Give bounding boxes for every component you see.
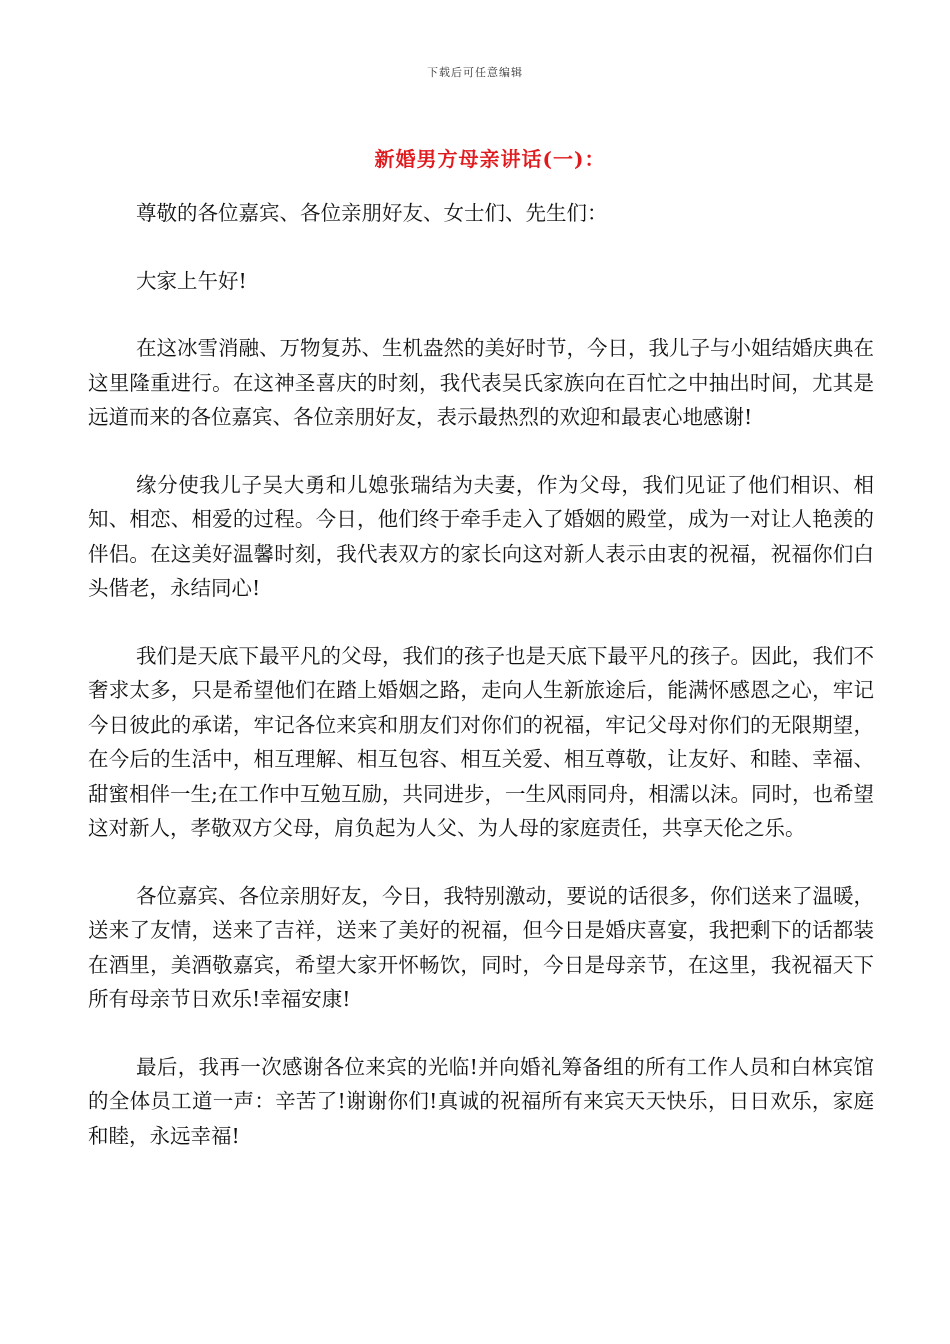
paragraph-greeting: 大家上午好! [136,268,247,293]
document-body [88,196,874,1186]
paragraph-toast: 各位嘉宾、各位亲朋好友，今日，我特别激动，要说的话很多，你们送来了温暖，送来了友情，送来了吉祥，送来了美好的祝福，但今日是婚庆喜宴，我把剩下的话都装在酒里，美酒敬嘉宾，希望大家开怀畅饮，同时，今日是母亲节，在这里，我祝福天下所有母亲节日欢乐!幸福安康! [88,883,874,1011]
paragraph-welcome: 在这冰雪消融、万物复苏、生机盎然的美好时节，今日，我儿子与小姐结婚庆典在这里隆重进行。在这神圣喜庆的时刻，我代表吴氏家族向在百忙之中抽出时间，尤其是远道而来的各位嘉宾、各位亲朋好友，表示最热烈的欢迎和最衷心地感谢! [88,336,874,429]
document-title: 新婚男方母亲讲话(一)： [374,147,606,171]
header-note: 下载后可任意编辑 [427,66,523,79]
paragraph-blessing: 缘分使我儿子吴大勇和儿媳张瑞结为夫妻，作为父母，我们见证了他们相识、相知、相恋、相爱的过程。今日，他们终于牵手走入了婚姻的殿堂，成为一对让人艳羡的伴侣。在这美好温馨时刻，我代表双方的家长向这对新人表示由衷的祝福，祝福你们白头偕老，永结同心! [88,472,874,600]
paragraph-closing: 最后，我再一次感谢各位来宾的光临!并向婚礼筹备组的所有工作人员和白林宾馆的全体员工道一声：辛苦了!谢谢你们!真诚的祝福所有来宾天天快乐，日日欢乐，家庭和睦，永远幸福! [88,1054,874,1148]
paragraph-hopes: 我们是天底下最平凡的父母，我们的孩子也是天底下最平凡的孩子。因此，我们不奢求太多，只是希望他们在踏上婚姻之路，走向人生新旅途后，能满怀感恩之心，牢记今日彼此的承诺，牢记各位来宾和朋友们对你们的祝福，牢记父母对你们的无限期望，在今后的生活中，相互理解、相互包容、相互关爱、相互尊敬，让友好、和睦、幸福、甜蜜相伴一生;在工作中互勉互励，共同进步，一生风雨同舟，相濡以沫。同时，也希望这对新人，孝敬双方父母，肩负起为人父、为人母的家庭责任，共享天伦之乐。 [88,643,874,840]
paragraph-salutation: 尊敬的各位嘉宾、各位亲朋好友、女士们、先生们： [136,201,608,225]
